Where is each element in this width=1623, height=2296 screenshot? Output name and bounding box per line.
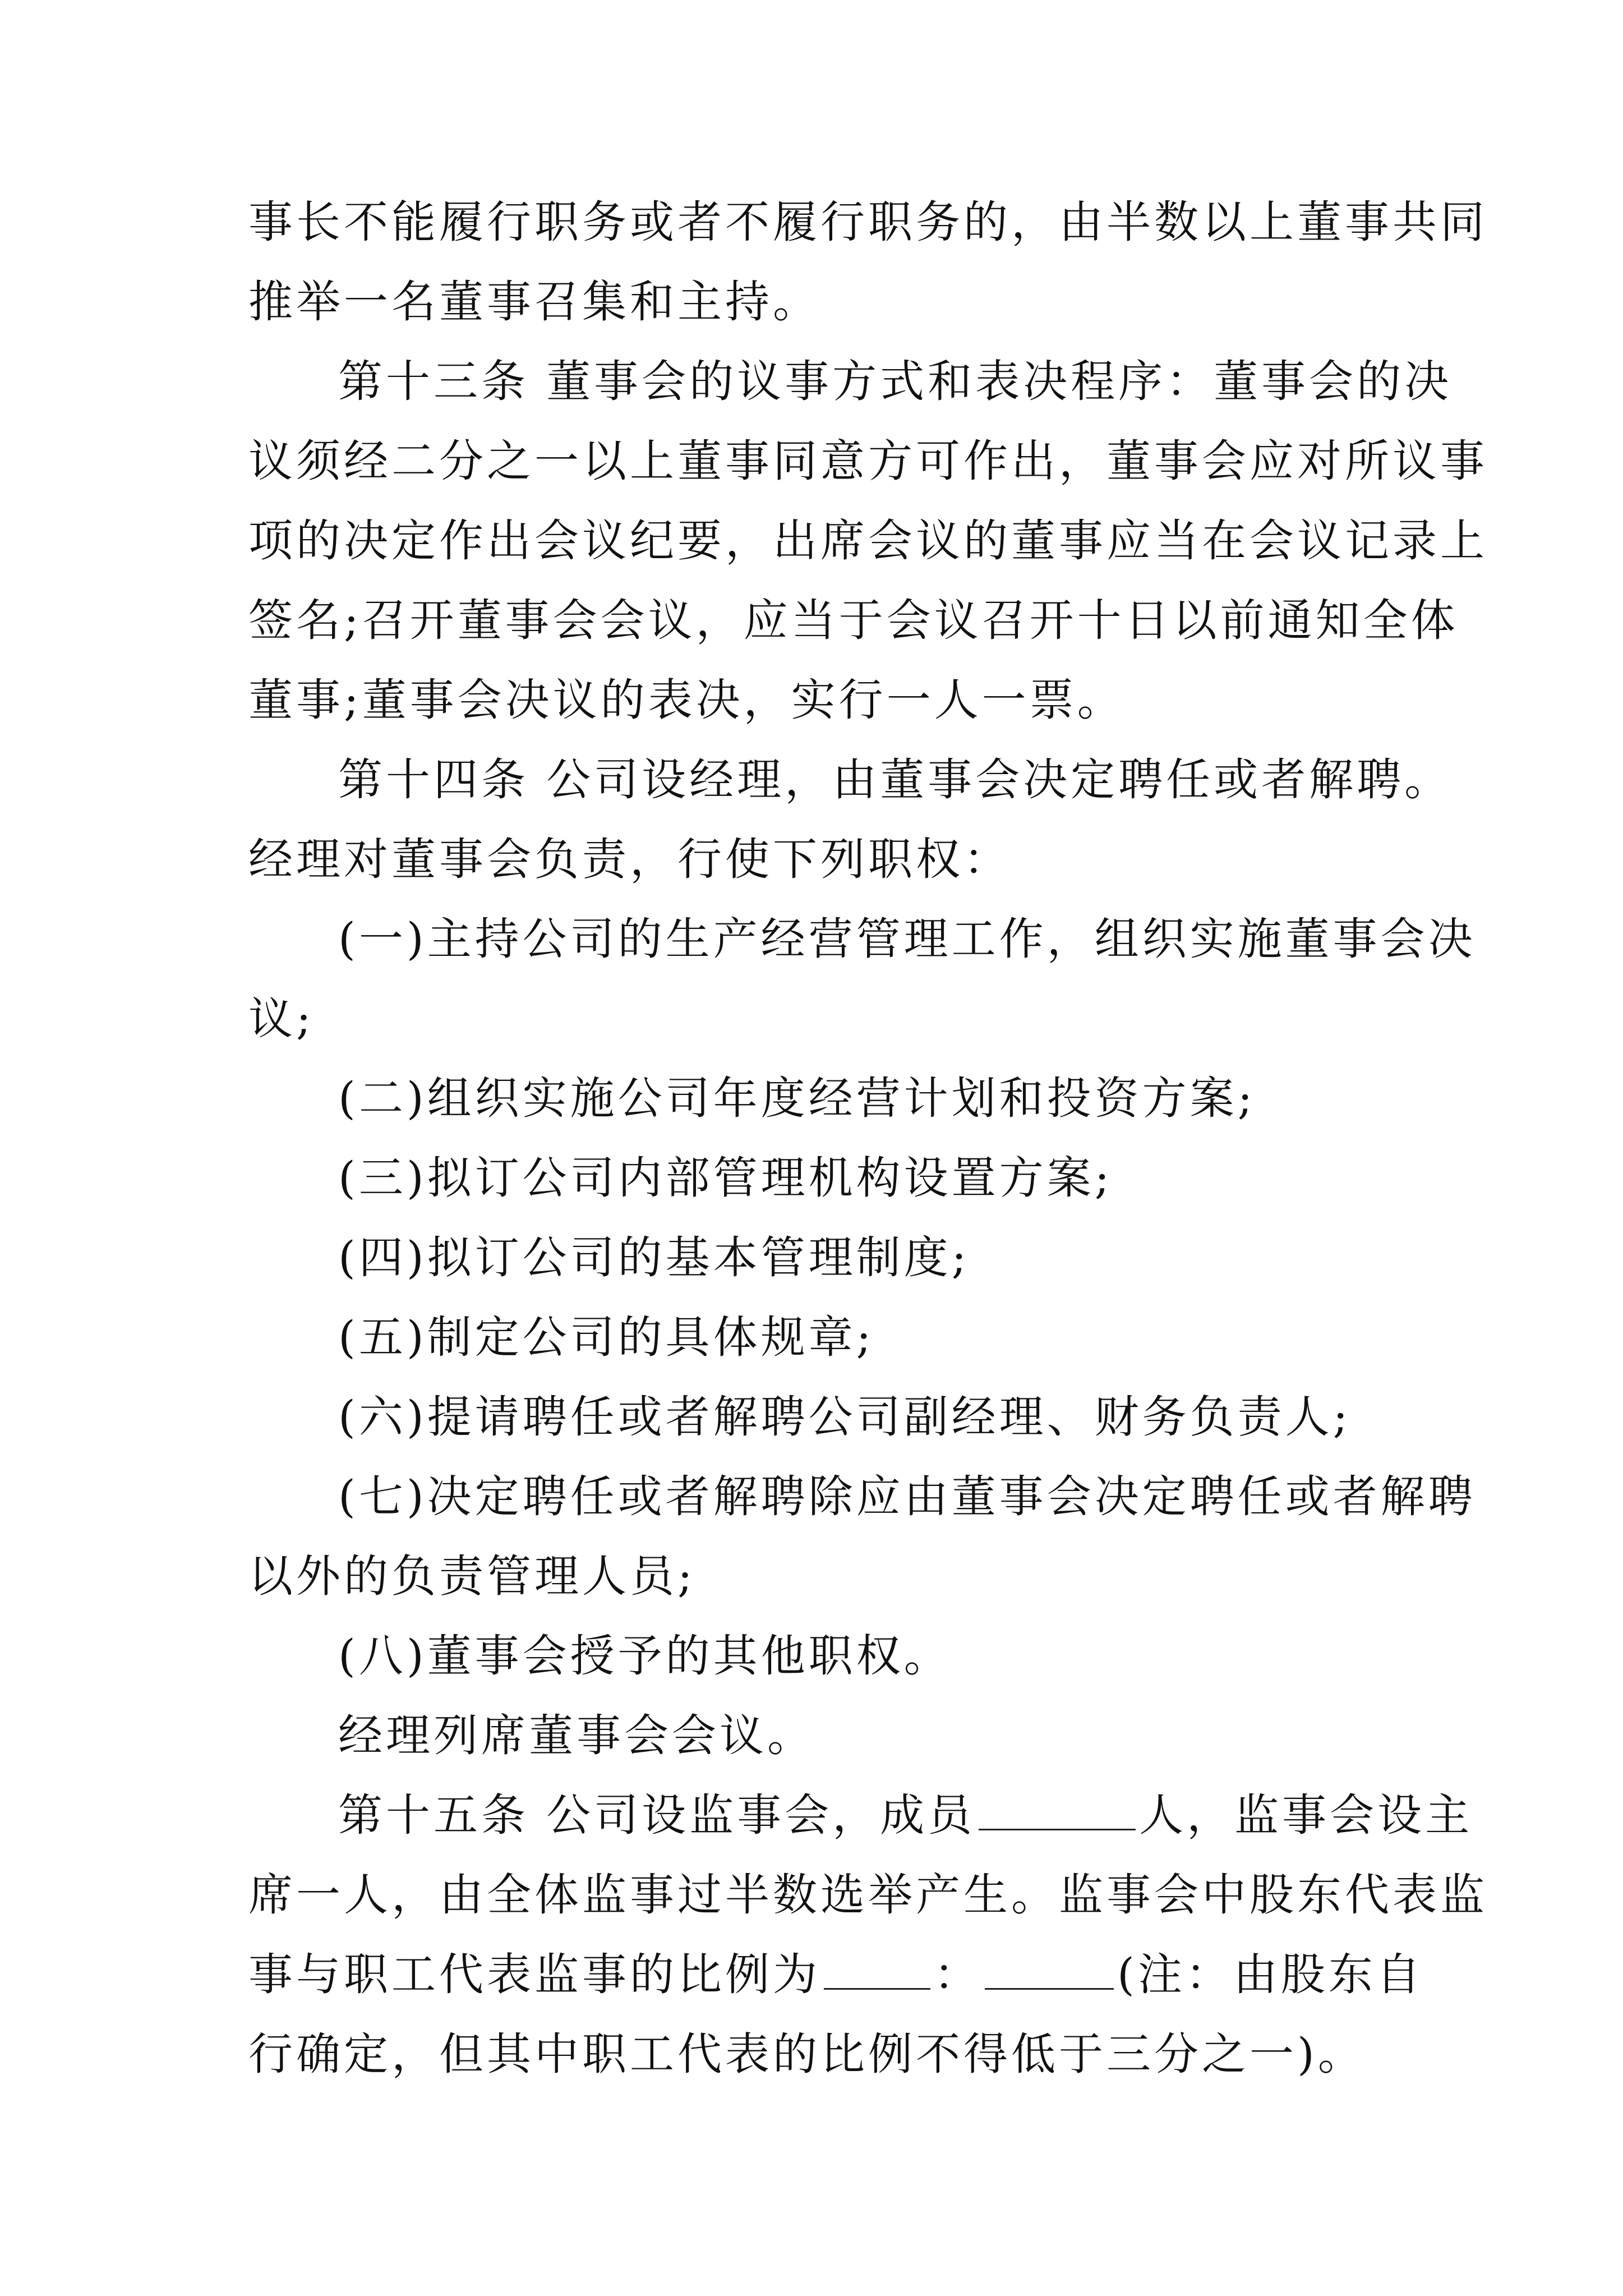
list-item-7: (七)决定聘任或者解聘除应由董事会决定聘任或者解聘 bbox=[338, 1471, 1476, 1522]
list-item-6: (六)提请聘任或者解聘公司副经理、财务负责人; bbox=[338, 1391, 1352, 1443]
ratio-line bbox=[248, 1935, 1424, 2014]
member-count-blank[interactable] bbox=[979, 1789, 1136, 1830]
list-item-1-continued: 议; bbox=[248, 993, 315, 1045]
text-line: 议须经二分之一以上董事同意方可作出，董事会应对所议事 bbox=[248, 435, 1488, 487]
list-item-3: (三)拟订公司内部管理机构设置方案; bbox=[338, 1152, 1113, 1204]
ratio-text: 事与职工代表监事的比例为 bbox=[248, 1949, 820, 2000]
list-item-2: (二)组织实施公司年度经营计划和投资方案; bbox=[338, 1073, 1256, 1124]
document-page bbox=[248, 182, 1488, 2094]
text-line: 推举一名董事召集和主持。 bbox=[248, 276, 820, 328]
manager-attendance-line: 经理列席董事会会议。 bbox=[338, 1710, 815, 1761]
note-text: (注：由股东自 bbox=[1117, 1949, 1424, 2000]
article-13-heading-line: 第十三条 董事会的议事方式和表决程序：董事会的决 bbox=[338, 356, 1453, 407]
article-15-text-b: 人，监事会设主 bbox=[1139, 1789, 1473, 1841]
article-15-text-a: 第十五条 公司设监事会，成员 bbox=[338, 1789, 976, 1841]
list-item-4: (四)拟订公司的基本管理制度; bbox=[338, 1232, 970, 1283]
list-item-7-continued: 以外的负责管理人员; bbox=[248, 1550, 696, 1602]
employee-ratio-blank[interactable] bbox=[985, 1949, 1114, 1990]
text-line: 签名;召开董事会会议，应当于会议召开十日以前通知全体 bbox=[248, 595, 1459, 646]
text-line: 董事;董事会决议的表决，实行一人一票。 bbox=[248, 674, 1125, 726]
text-line: 经理对董事会负责，行使下列职权： bbox=[248, 834, 1011, 885]
text-line: 行确定，但其中职工代表的比例不得低于三分之一)。 bbox=[248, 2028, 1366, 2080]
article-15-heading-line bbox=[248, 1775, 1473, 1855]
text-line: 席一人，由全体监事过半数选举产生。监事会中股东代表监 bbox=[248, 1869, 1488, 1921]
article-14-heading-line: 第十四条 公司设经理，由董事会决定聘任或者解聘。 bbox=[338, 754, 1453, 806]
ratio-separator: ： bbox=[934, 1949, 981, 2000]
list-item-5: (五)制定公司的具体规章; bbox=[338, 1312, 875, 1363]
list-item-1: (一)主持公司的生产经营管理工作，组织实施董事会决 bbox=[338, 913, 1476, 965]
shareholder-ratio-blank[interactable] bbox=[824, 1949, 930, 1990]
text-line: 事长不能履行职务或者不履行职务的，由半数以上董事共同 bbox=[248, 196, 1488, 248]
list-item-8: (八)董事会授予的其他职权。 bbox=[338, 1630, 952, 1682]
text-line: 项的决定作出会议纪要，出席会议的董事应当在会议记录上 bbox=[248, 515, 1488, 567]
